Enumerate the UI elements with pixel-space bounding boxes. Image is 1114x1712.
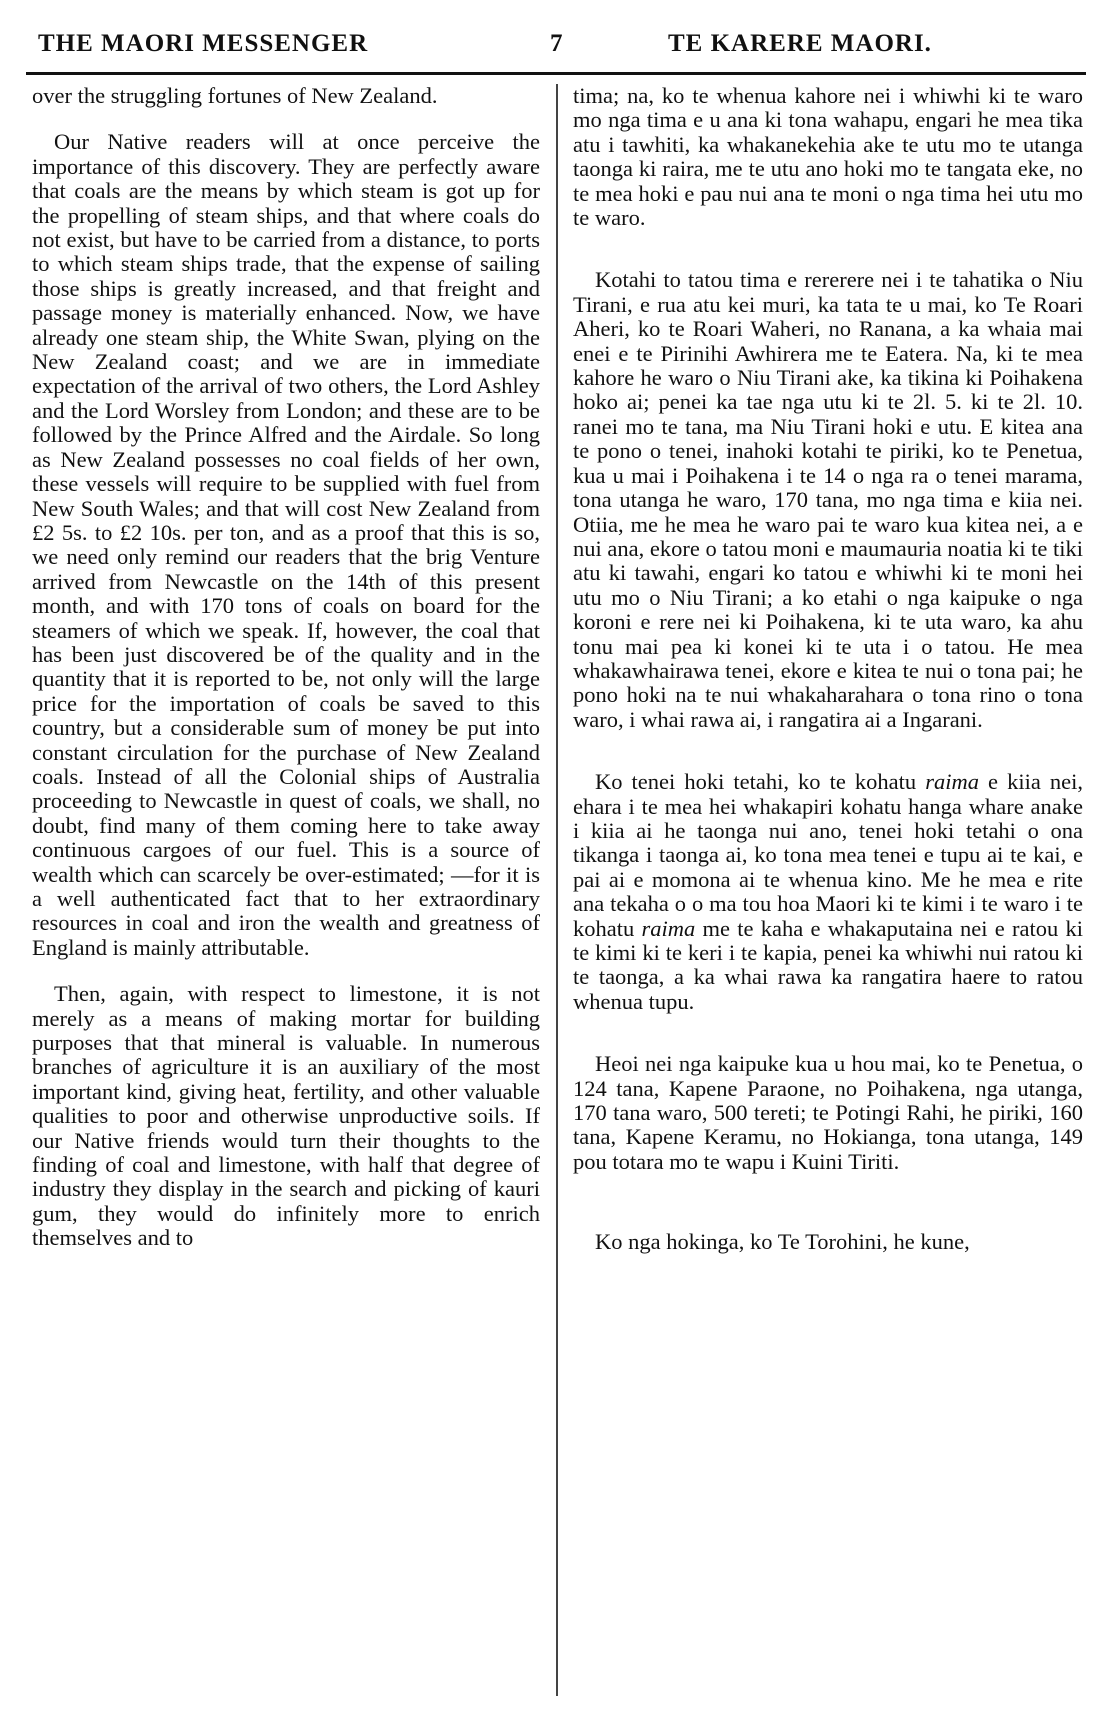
english-paragraph-1: over the struggling fortunes of New Zealand. — [32, 83, 438, 108]
english-paragraph-2: Our Native readers will at once perceive the importance of this discovery. They are perfectly aware that coals are the means by which steam is got up for the propelling of steam ships, and that where coals do not exist, but have to be carried from a distance, to ports to which steam ships trade, that the expense of sailing those ships is greatly increased, and that freight and passage money is materially enhanced. Now, we have already one steam ship, the White Swan, plying on the New Zealand coast; and we are in immediate expectation of the arrival of two others, the Lord Ashley and the Lord Worsley from London; and these are to be followed by the Prince Alfred and the Airdale. So long as New Zealand possesses no coal fields of her own, these vessels will require to be supplied with fuel from New South Wales; and that will cost New Zealand from £2 5s. to £2 10s. per ton, and as a proof that this is so, we need only remind our readers that the brig Venture arrived from Newcastle on the 14th of this present month, and with 170 tons of coals on board for the steamers of which we speak. If, however, the coal that has been just discovered be of the quality and in the quantity that it is reported to be, not only will the large price for the importation of coals be saved to this country, but a considerable sum of money be put into constant circulation for the purchase of New Zealand coals. Instead of all the Colonial ships of Australia proceeding to Newcastle in quest of coals, we shall, no doubt, find many of them coming here to take away continuous cargoes of our fuel. This is a source of wealth which can scarcely be over-estimated; —for it is a well authenticated fact that to her extraordinary resources in coal and iron the wealth and greatness of England is mainly attributable. — [32, 129, 540, 960]
maori-paragraph-3 — [573, 770, 1083, 1014]
page-header — [30, 30, 1084, 70]
maori-column — [573, 84, 1083, 1255]
english-paragraph-3: Then, again, with respect to limestone, it is not merely as a means of making mortar for building purposes that that mineral is valuable. In numerous branches of agriculture it is an auxiliary of the most important kind, giving heat, fertility, and other valuable qualities to poor and otherwise unproductive soils. If our Native friends would turn their thoughts to the finding of coal and limestone, with half that degree of industry they display in the search and picking of kauri gum, they would do infinitely more to enrich themselves and to — [32, 981, 540, 1251]
maori-paragraph-4: Heoi nei nga kaipuke kua u hou mai, ko te Penetua, o 124 tana, Kapene Paraone, no Poihakena, nga utanga, 170 tana waro, 500 tereti; te Potingi Rahi, he piriki, 160 tana, Kapene Keramu, no Hokianga, tona utanga, 149 pou totara mo te wapu i Kuini Tiriti. — [573, 1051, 1083, 1174]
maori-p3-part-1: Ko tenei hoki tetahi, ko te kohatu — [595, 769, 917, 795]
maori-p3-italic-raima-2: raima — [641, 915, 696, 941]
header-rule — [26, 72, 1086, 75]
maori-paragraph-1: tima; na, ko te whenua kahore nei i whiwhi ki te waro mo nga tima e u ana ki tona wahapu, engari he mea tika atu i tawhiti, ka whakanekehia ake te utu mo te utanga taonga ki raira, me te utu ano hoki mo te tangata eke, no te mea hoki e pau nui ana te moni o nga tima hei utu mo te waro. — [573, 83, 1083, 231]
page-number: 7 — [550, 30, 564, 57]
header-english-title: THE MAORI MESSENGER — [38, 30, 369, 57]
maori-p3-part-2: e kiia nei, ehara i te mea hei whakapiri kohatu hanga whare anake i kiia ai he taonga nui ano, tenei hoki tetahi o ona tikanga i taonga ai, ko tona mea tenei e tupu ai te kai, e pai ai e momona ai te whenua kino. Me he mea e rite ana tekaha o o ma tou hoa Maori ki te kimi i te waro i te kohatu — [573, 769, 1084, 941]
maori-p3-part-3: me te kaha e whakaputaina nei e ratou ki te kimi ki te keri i te kapia, penei ka whiwhi nui ratou ki te taonga, a ka whai rawa ka rangatira haere to ratou whenua tupu. — [573, 915, 1083, 1014]
maori-paragraph-2: Kotahi to tatou tima e rererere nei i te tahatika o Niu Tirani, e rua atu kei muri, ka tata te u mai, ko Te Roari Aheri, ko te Roari Waheri, no Ranana, a ka whaia mai enei e te Pirinihi Awhirera me te Eatera. Na, ki te mea kahore he waro o Niu Tirani ake, ka tikina ki Poihakena hoko ai; penei ka tae nga utu ki te 2l. 5. ki te 2l. 10. ranei mo te tana, ma Niu Tirani hoki e utu. E kitea ana te pono o tenei, inahoki kotahi te piriki, ko te Penetua, kua u mai i Poihakena i te 14 o nga ra o tenei marama, tona utanga he waro, 170 tana, mo nga tima e kiia nei. Otiia, me he mea he waro pai te waro kua kitea nei, a e nui ana, ekore o tatou moni e maumauria noatia ki te tiki atu ki tawahi, engari ko tatou e whiwhi ki te moni hei utu mo o Niu Tirani; a ko etahi o nga kaipuke o nga koroni e rere nei ki Poihakena, ki te uta waro, ka ahu tonu mai pea ki konei ki te uta i o tatou. He mea whakawhairawa tenei, ekore e kitea te nui o tona pai; he pono hoki na te nui whakaharahara o tona rino o tona waro, i whai rawa ai, i rangatira ai a Ingarani. — [573, 267, 1083, 732]
english-column — [32, 84, 540, 1251]
maori-paragraph-5: Ko nga hokinga, ko Te Torohini, he kune, — [595, 1229, 970, 1255]
column-divider — [556, 84, 558, 1696]
header-maori-title: TE KARERE MAORI. — [668, 30, 932, 57]
maori-p3-italic-raima-1: raima — [925, 769, 979, 795]
